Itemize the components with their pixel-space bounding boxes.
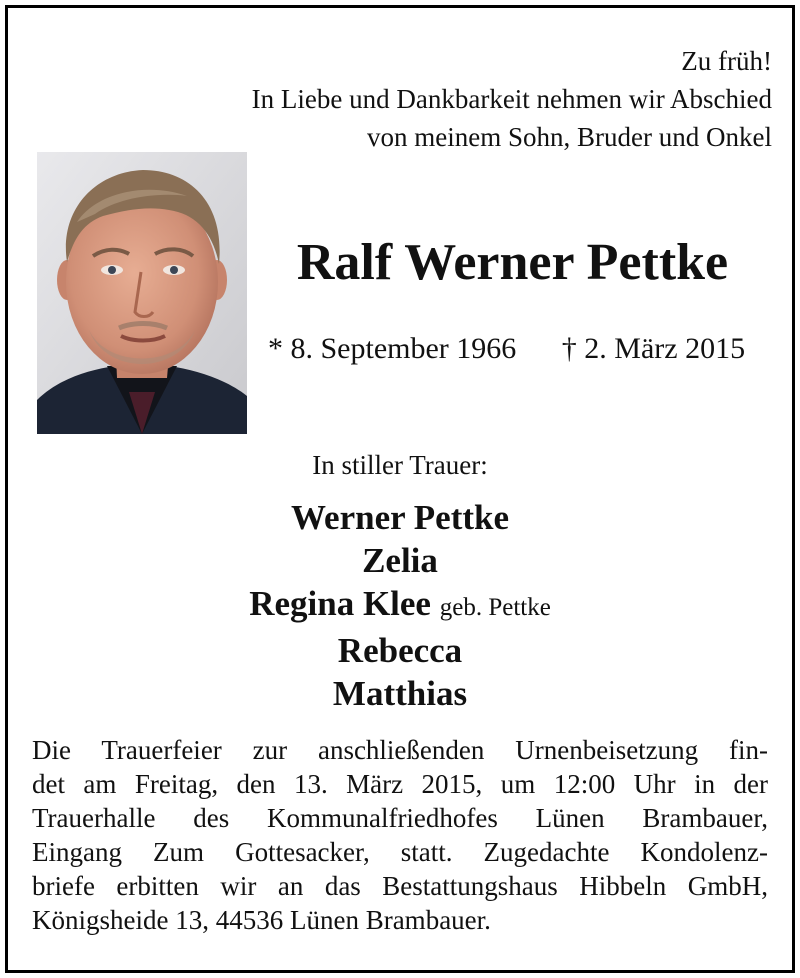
notice-line: Die Trauerfeier zur anschließenden Urnenbeisetzung fin-	[32, 735, 768, 765]
intro-text	[252, 42, 772, 156]
maiden-name-note: geb. Pettke	[439, 594, 551, 621]
notice-line: Königsheide 13, 44536 Lünen Brambauer.	[32, 905, 491, 935]
notice-line: briefe erbitten wir an das Bestattungshaus Hibbeln GmbH,	[32, 871, 768, 901]
death-date: † 2. März 2015	[561, 332, 746, 365]
mourner-name-text: Rebecca	[337, 631, 463, 670]
mourner-name	[0, 672, 800, 715]
mourning-label: In stiller Trauer:	[312, 450, 488, 480]
mourner-name	[0, 629, 800, 672]
mourner-name-text: Zelia	[362, 541, 438, 580]
mourner-name	[0, 539, 800, 582]
notice-line: Eingang Zum Gottesacker, statt. Zugedachte Kondolenz-	[32, 837, 768, 867]
intro-relation-line: von meinem Sohn, Bruder und Onkel	[367, 122, 772, 152]
mourner-name	[0, 496, 800, 539]
portrait-photo	[37, 152, 247, 434]
life-dates	[268, 330, 745, 368]
mourner-name-text: Werner Pettke	[290, 498, 509, 537]
mourner-name	[0, 582, 800, 629]
funeral-notice	[32, 733, 768, 937]
deceased-name: Ralf Werner Pettke	[296, 234, 729, 291]
mourner-name-text: Regina Klee	[249, 584, 431, 623]
intro-farewell-line: In Liebe und Dankbarkeit nehmen wir Abschied	[251, 84, 772, 114]
birth-date: * 8. September 1966	[268, 332, 517, 365]
notice-line: Trauerhalle des Kommunalfriedhofes Lünen Brambauer,	[32, 803, 768, 833]
portrait-illustration	[37, 152, 247, 434]
notice-line: det am Freitag, den 13. März 2015, um 12:00 Uhr in der	[32, 769, 768, 799]
mourner-name-text: Matthias	[332, 674, 468, 713]
intro-exclamation: Zu früh!	[681, 46, 772, 76]
mourner-list	[0, 496, 800, 715]
